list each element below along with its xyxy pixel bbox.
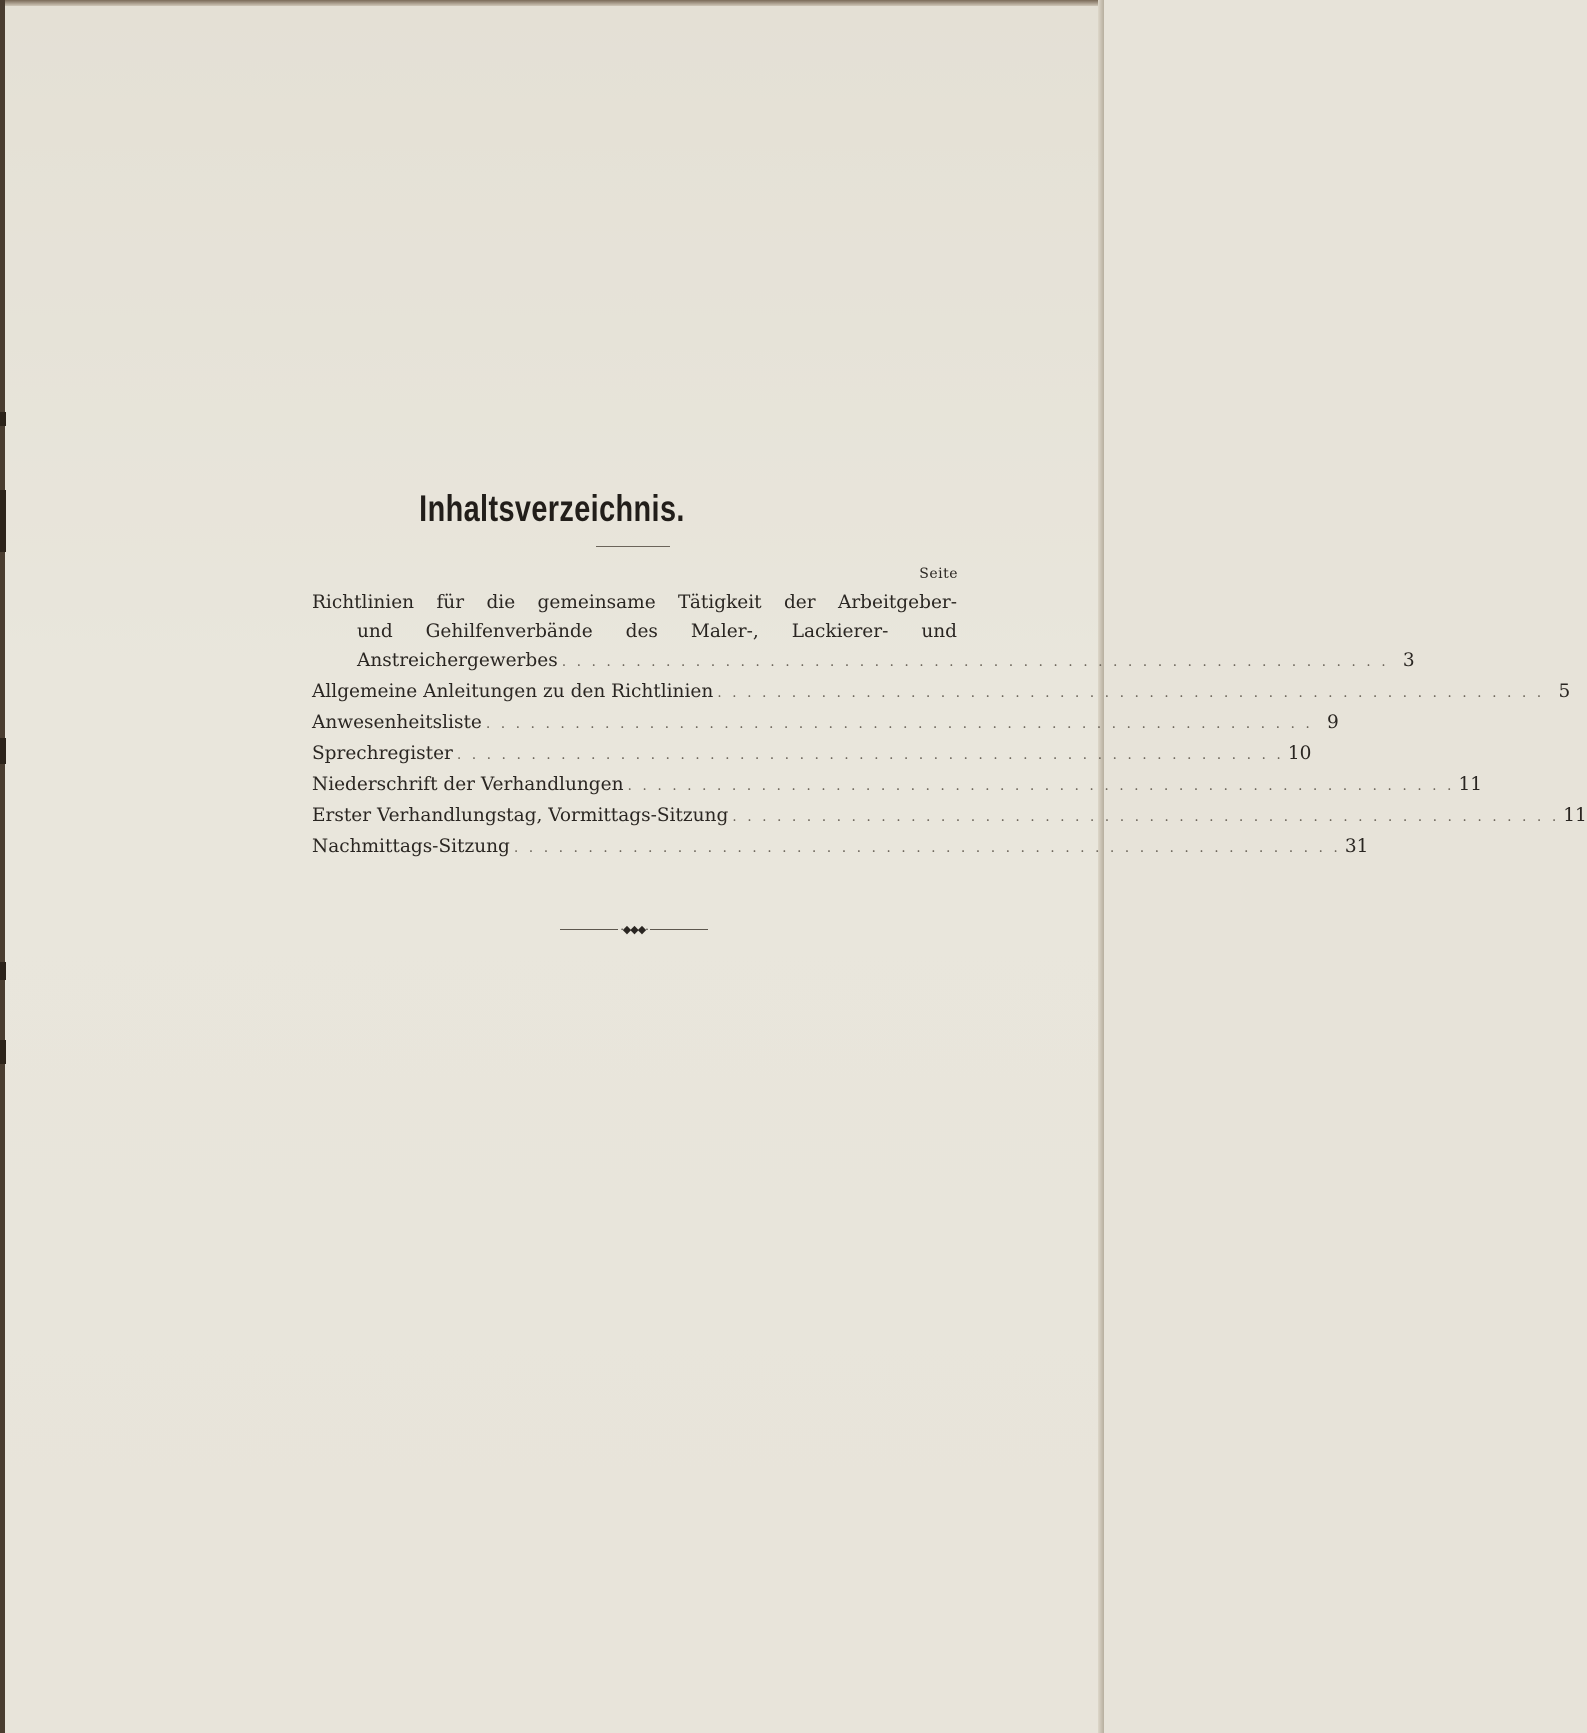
toc-page-number: 11 xyxy=(1458,774,1483,795)
dot-leader: . . . . . . . . . . . . . . . . . . . . . . . . . . . . . . . . . . . . . . . . . . . . . . . . . . . . . . . . xyxy=(485,716,1313,732)
page-left-edge xyxy=(0,0,5,1733)
toc-entry xyxy=(312,801,1587,832)
binding-mark xyxy=(0,490,6,552)
page-top-edge xyxy=(0,0,1104,6)
title-divider xyxy=(596,546,670,547)
toc-page-number: 11 xyxy=(1563,805,1587,826)
toc-entry-text: Allgemeine Anleitungen zu den Richtlinien xyxy=(312,681,714,702)
ornament-rule-right xyxy=(650,929,708,930)
binding-mark xyxy=(0,1040,6,1064)
toc-entry xyxy=(312,588,1415,677)
toc-entry-text: Erster Verhandlungstag, Vormittags-Sitzung xyxy=(312,805,729,826)
toc-page-number: 31 xyxy=(1344,836,1369,857)
toc-entry xyxy=(312,770,1483,801)
toc-entry-text: Anwesenheitsliste xyxy=(312,712,482,733)
binding-mark xyxy=(0,412,6,426)
toc-entry-text: Nachmittags-Sitzung xyxy=(312,836,510,857)
dot-leader: . . . . . . . . . . . . . . . . . . . . . . . . . . . . . . . . . . . . . . . . . . . . . . . . . . . . . . . . xyxy=(732,809,1560,825)
toc-entry-text: Sprechregister xyxy=(312,743,453,764)
toc-page-number: 5 xyxy=(1558,681,1571,702)
table-of-contents xyxy=(312,588,1587,863)
dot-leader: . . . . . . . . . . . . . . . . . . . . . . . . . . . . . . . . . . . . . . . . . . . . . . . . . . . . . . . . xyxy=(627,778,1455,794)
toc-page-number: 3 xyxy=(1402,650,1415,671)
toc-entry-text: Niederschrift der Verhandlungen xyxy=(312,774,624,795)
binding-mark xyxy=(0,962,6,980)
toc-entry xyxy=(312,677,1571,708)
toc-entry-text: Anstreichergewerbes xyxy=(357,650,558,671)
toc-entry xyxy=(312,832,1369,863)
page-title: Inhaltsverzeichnis. xyxy=(419,488,685,529)
page-column-label: Seite xyxy=(919,566,958,582)
dot-leader: . . . . . . . . . . . . . . . . . . . . . . . . . . . . . . . . . . . . . . . . . . . . . . . . . . . . . . . . xyxy=(456,747,1284,763)
dot-leader: . . . . . . . . . . . . . . . . . . . . . . . . . . . . . . . . . . . . . . . . . . . . . . . . . . . . . . . . xyxy=(717,685,1545,701)
ornament-divider xyxy=(560,920,708,940)
toc-entry-line: Richtlinien für die gemeinsame Tätigkeit der Arbeitgeber- xyxy=(312,592,957,613)
toc-entry-line: und Gehilfenverbände des Maler-, Lackierer- und xyxy=(357,621,957,642)
page-right-edge xyxy=(1098,0,1104,1733)
toc-page-number: 9 xyxy=(1327,712,1339,733)
toc-entry xyxy=(312,739,1312,770)
dot-leader: . . . . . . . . . . . . . . . . . . . . . . . . . . . . . . . . . . . . . . . . . . . . . . . . . . . . . . . . xyxy=(561,654,1389,670)
toc-page-number: 10 xyxy=(1287,743,1312,764)
toc-entry xyxy=(312,708,1339,739)
ornament-center-icon: ·◆◆◆· xyxy=(620,923,648,936)
toc-entry-last-line xyxy=(312,646,1415,677)
ornament-rule-left xyxy=(560,929,618,930)
binding-mark xyxy=(0,738,6,764)
dot-leader: . . . . . . . . . . . . . . . . . . . . . . . . . . . . . . . . . . . . . . . . . . . . . . . . . . . . . . . . xyxy=(513,840,1341,856)
